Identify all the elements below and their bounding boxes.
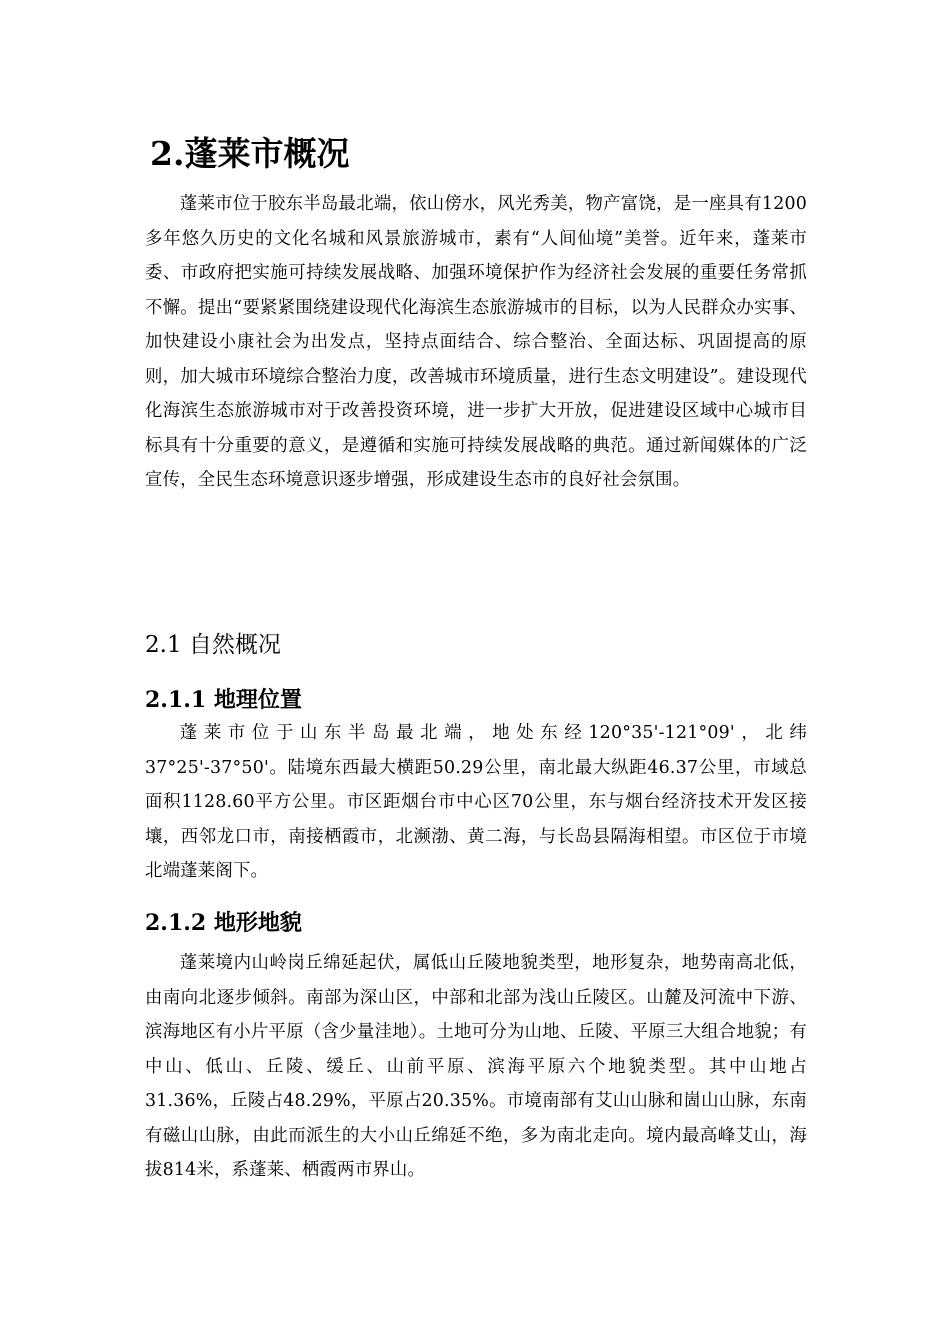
section-heading-natural-overview: 2.1 自然概况	[145, 632, 281, 658]
subsection-heading-location: 2.1.1 地理位置	[145, 687, 302, 713]
terrain-paragraph: 蓬莱境内山岭岗丘绵延起伏，属低山丘陵地貌类型，地形复杂，地势南高北低，由南向北逐步倾斜。南部为深山区，中部和北部为浅山丘陵区。山麓及河流中下游、滨海地区有小片平原（含少量洼地）。土地可分为山地、丘陵、平原三大组合地貌；有中山、低山、丘陵、缓丘、山前平原、滨海平原六个地貌类型。其中山地占31.36%，丘陵占48.29%，平原占20.35%。市境南部有艾山山脉和崮山山脉，东南有磁山山脉，由此而派生的大小山丘绵延不绝，多为南北走向。境内最高峰艾山，海拔814米，系蓬莱、栖霞两市界山。	[145, 953, 807, 1180]
chapter-heading: 2.蓬莱市概况	[150, 134, 350, 173]
subsection-heading-terrain: 2.1.2 地形地貌	[145, 910, 302, 936]
location-paragraph: 蓬莱市位于山东半岛最北端，地处东经120°35'-121°09'，北纬37°25'-37°50'。陆境东西最大横距50.29公里，南北最大纵距46.37公里，市域总面积1128.60平方公里。市区距烟台市中心区70公里，东与烟台经济技术开发区接壤，西邻龙口市，南接栖霞市，北濒渤、黄二海，与长岛县隔海相望。市区位于市境北端蓬莱阁下。	[145, 723, 807, 881]
intro-paragraph: 蓬莱市位于胶东半岛最北端，依山傍水，风光秀美，物产富饶，是一座具有1200多年悠久历史的文化名城和风景旅游城市，素有“人间仙境”美誉。近年来，蓬莱市委、市政府把实施可持续发展战略、加强环境保护作为经济社会发展的重要任务常抓不懈。提出“要紧紧围绕建设现代化海滨生态旅游城市的目标，以为人民群众办实事、加快建设小康社会为出发点，坚持点面结合、综合整治、全面达标、巩固提高的原则，加大城市环境综合整治力度，改善城市环境质量，进行生态文明建设”。建设现代化海滨生态旅游城市对于改善投资环境，进一步扩大开放，促进建设区域中心城市目标具有十分重要的意义，是遵循和实施可持续发展战略的典范。通过新闻媒体的广泛宣传，全民生态环境意识逐步增强，形成建设生态市的良好社会氛围。	[145, 194, 807, 490]
